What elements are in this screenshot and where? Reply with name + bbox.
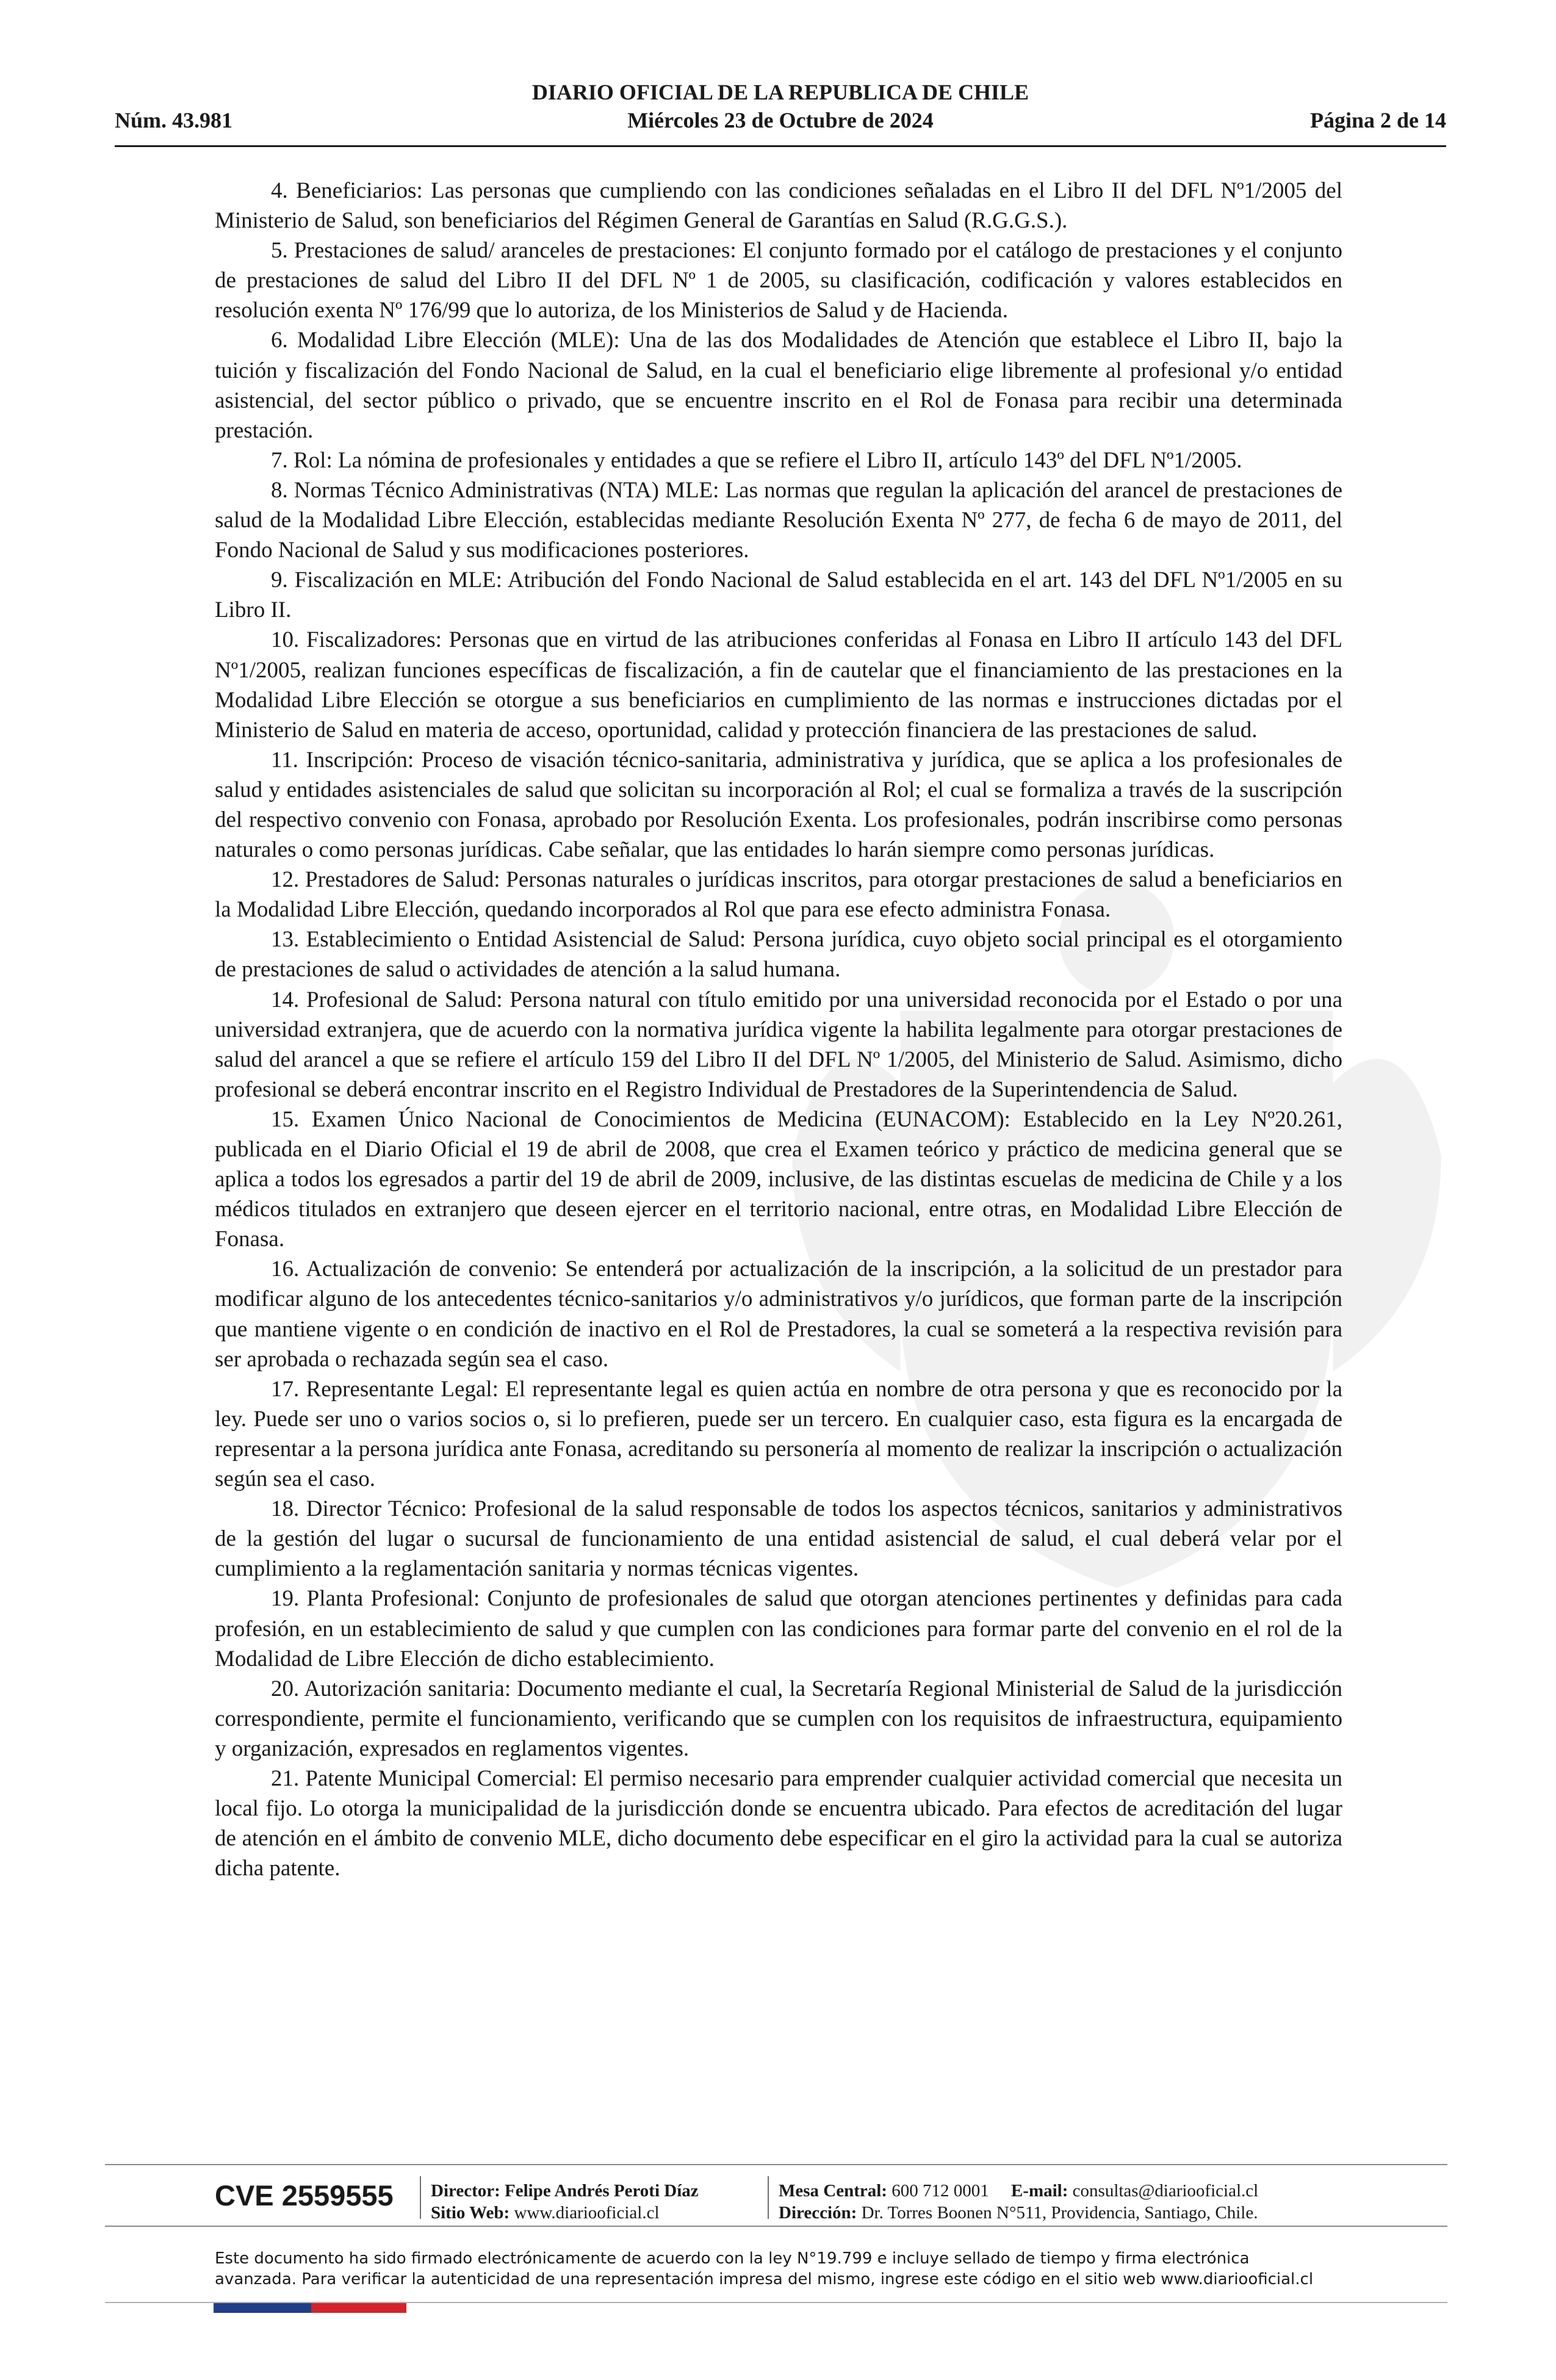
definition-paragraph: 11. Inscripción: Proceso de visación técnico-sanitaria, administrativa y jurídica, que se aplica a los profesionales de salud y entidades asistenciales de salud que solicitan su incorporación al Rol; el cual se formaliza a través de la suscripción del respectivo convenio con Fonasa, aprobado por Resolución Exenta. Los profesionales, podrán inscribirse como personas naturales o como personas jurídicas. Cabe señalar, que las entidades lo harán siempre como personas jurídicas.	[215, 747, 1342, 863]
cve-code: CVE 2559555	[215, 2179, 394, 2212]
publication-title: DIARIO OFICIAL DE LA REPUBLICA DE CHILE	[531, 80, 1029, 104]
page-header	[115, 72, 1446, 147]
definition-paragraph: 9. Fiscalización en MLE: Atribución del Fondo Nacional de Salud establecida en el art. 143 del DFL Nº1/2005 en su Libro II.	[215, 568, 1342, 623]
publication-date: Miércoles 23 de Octubre de 2024	[627, 108, 934, 132]
definition-paragraph: 6. Modalidad Libre Elección (MLE): Una de las dos Modalidades de Atención que establece el Libro II, bajo la tuición y fiscalización del Fondo Nacional de Salud, en la cual el beneficiario elige libremente al profesional y/o entidad asistencial, del sector público o privado, que se encuentre inscrito en el Rol de Fonasa para recibir una determinada prestación.	[215, 328, 1342, 443]
header-center	[115, 78, 1446, 134]
footer-rule-top	[105, 2164, 1447, 2165]
signature-notice	[215, 2248, 1374, 2290]
definition-paragraph: 21. Patente Municipal Comercial: El permiso necesario para emprender cualquier actividad comercial que necesita un local fijo. Lo otorga la municipalidad de la jurisdicción donde se encuentra ubicado. Para efectos de acreditación del lugar de atención en el ámbito de convenio MLE, dicho documento debe especificar en el giro la actividad para la cual se autoriza dicha patente.	[215, 1765, 1342, 1881]
director-name: Felipe Andrés Peroti Díaz	[505, 2181, 699, 2201]
footer-contact-block	[779, 2180, 1258, 2224]
flag-stripe-red	[311, 2303, 406, 2313]
email-link[interactable]: consultas@diariooficial.cl	[1072, 2181, 1259, 2201]
definition-paragraph: 16. Actualización de convenio: Se entenderá por actualización de la inscripción, a la solicitud de un prestador para modificar alguno de los antecedentes técnico-sanitarios y/o administrativos y/o jurídicos, que forman parte de la inscripción que mantiene vigente o en condición de inactivo en el Rol de Prestadores, la cual se someterá a la respectiva revisión para ser aprobada o rechazada según sea el caso.	[215, 1257, 1342, 1372]
phone-value: 600 712 0001	[891, 2181, 989, 2201]
web-label: Sitio Web:	[431, 2203, 510, 2223]
notice-line: avanzada. Para verificar la autenticidad de una representación impresa del mismo, ingrese este código en el sitio web www.diariooficial.cl	[215, 2270, 1314, 2288]
definition-paragraph: 5. Prestaciones de salud/ aranceles de prestaciones: El conjunto formado por el catálogo de prestaciones y el conjunto de prestaciones de salud del Libro II del DFL Nº 1 de 2005, su clasificación, codificación y valores establecidos en resolución exenta Nº 176/99 que lo autoriza, de los Ministerios de Salud y de Hacienda.	[215, 238, 1342, 323]
flag-stripe-blue	[214, 2303, 311, 2313]
email-label: E-mail:	[1010, 2181, 1068, 2201]
footer-director-block	[431, 2180, 699, 2224]
web-link[interactable]: www.diariooficial.cl	[514, 2203, 660, 2223]
definition-paragraph: 7. Rol: La nómina de profesionales y entidades a que se refiere el Libro II, artículo 143º del DFL Nº1/2005.	[271, 447, 1242, 473]
director-label: Director:	[431, 2181, 500, 2201]
definition-paragraph: 4. Beneficiarios: Las personas que cumpliendo con las condiciones señaladas en el Libro II del DFL Nº1/2005 del Ministerio de Salud, son beneficiarios del Régimen General de Garantías en Salud (R.G.G.S.).	[215, 178, 1342, 234]
definition-paragraph: 10. Fiscalizadores: Personas que en virtud de las atribuciones conferidas al Fonasa en Libro II artículo 143 del DFL Nº1/2005, realizan funciones específicas de fiscalización, a fin de cautelar que el financiamiento de las prestaciones en la Modalidad Libre Elección se otorgue a sus beneficiarios en cumplimiento de las normas e instrucciones dictadas por el Ministerio de Salud en materia de acceso, oportunidad, calidad y protección financiera de las prestaciones de salud.	[215, 627, 1342, 743]
document-body	[215, 176, 1342, 1883]
definition-paragraph: 15. Examen Único Nacional de Conocimientos de Medicina (EUNACOM): Establecido en la Ley Nº20.261, publicada en el Diario Oficial el 19 de abril de 2008, que crea el Examen teórico y práctico de medicina general que se aplica a todos los egresados a partir del 19 de abril de 2009, inclusive, de las distintas escuelas de medicina de Chile y a los médicos titulados en extranjero que deseen ejercer en el territorio nacional, entre otras, en Modalidad Libre Elección de Fonasa.	[215, 1106, 1342, 1252]
phone-label: Mesa Central:	[779, 2181, 887, 2201]
definition-paragraph: 13. Establecimiento o Entidad Asistencial de Salud: Persona jurídica, cuyo objeto social principal es el otorgamiento de prestaciones de salud o actividades de atención a la salud humana.	[215, 927, 1342, 983]
definition-paragraph: 14. Profesional de Salud: Persona natural con título emitido por una universidad reconocida por el Estado o por una universidad extranjera, que de acuerdo con la normativa jurídica vigente la habilita legalmente para otorgar prestaciones de salud del arancel a que se refiere el artículo 159 del Libro II del DFL Nº 1/2005, del Ministerio de Salud. Asimismo, dicho profesional se deberá encontrar inscrito en el Registro Individual de Prestadores de la Superintendencia de Salud.	[215, 987, 1342, 1102]
definition-paragraph: 8. Normas Técnico Administrativas (NTA) MLE: Las normas que regulan la aplicación del arancel de prestaciones de salud de la Modalidad Libre Elección, establecidas mediante Resolución Exenta Nº 277, de fecha 6 de mayo de 2011, del Fondo Nacional de Salud y sus modificaciones posteriores.	[215, 477, 1342, 563]
notice-line: Este documento ha sido firmado electrónicamente de acuerdo con la ley N°19.799 e incluye sellado de tiempo y firma electrónica	[215, 2249, 1250, 2268]
definition-paragraph: 19. Planta Profesional: Conjunto de profesionales de salud que otorgan atenciones pertinentes y definidas para cada profesión, en un establecimiento de salud y que cumplen con las condiciones para formar parte del convenio en el rol de la Modalidad de Libre Elección de dicho establecimiento.	[215, 1586, 1342, 1671]
footer-separator	[768, 2176, 769, 2219]
address-label: Dirección:	[779, 2203, 857, 2223]
definition-paragraph: 18. Director Técnico: Profesional de la salud responsable de todos los aspectos técnicos, sanitarios y administrativos de la gestión del lugar o sucursal de funcionamiento de una entidad asistencial de salud, el cual deberá velar por el cumplimiento a la reglamentación sanitaria y normas técnicas vigentes.	[215, 1496, 1342, 1582]
definition-paragraph: 17. Representante Legal: El representante legal es quien actúa en nombre de otra persona y que es reconocido por la ley. Puede ser uno o varios socios o, si lo prefieren, puede ser un tercero. En cualquier caso, esta figura es la encargada de representar a la persona jurídica ante Fonasa, acreditando su personería al momento de realizar la inscripción o actualización según sea el caso.	[215, 1376, 1342, 1492]
definition-paragraph: 20. Autorización sanitaria: Documento mediante el cual, la Secretaría Regional Ministerial de Salud de la jurisdicción correspondiente, permite el funcionamiento, verificando que se cumplen con los requisitos de infraestructura, equipamiento y organización, expresados en reglamentos vigentes.	[215, 1676, 1342, 1761]
footer-rule-middle	[105, 2226, 1447, 2227]
definition-paragraph: 12. Prestadores de Salud: Personas naturales o jurídicas inscritos, para otorgar prestaciones de salud a beneficiarios en la Modalidad Libre Elección, quedando incorporados al Rol que para ese efecto administra Fonasa.	[215, 867, 1342, 923]
address-value: Dr. Torres Boonen N°511, Providencia, Santiago, Chile.	[861, 2203, 1258, 2223]
footer-separator	[420, 2176, 421, 2219]
page-indicator: Página 2 de 14	[1309, 108, 1446, 132]
issue-number: Núm. 43.981	[115, 108, 233, 132]
